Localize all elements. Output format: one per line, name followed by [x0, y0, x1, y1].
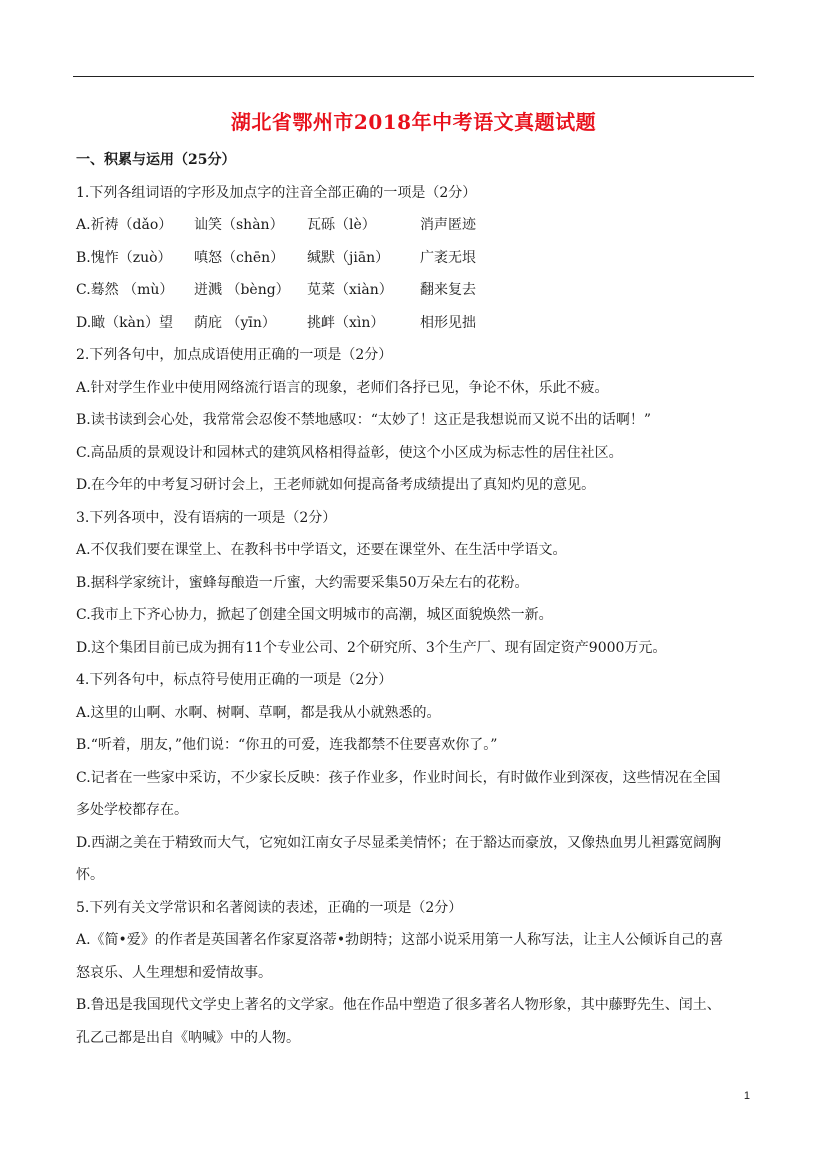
question-5-stem: 5.下列有关文学常识和名著阅读的表述，正确的一项是（2分）	[76, 899, 463, 916]
option-cell: 挑衅（xìn）	[307, 314, 385, 331]
question-4-option-a: A.这里的山啊、水啊、树啊、草啊，都是我从小就熟悉的。	[76, 704, 441, 721]
question-1-option-a	[76, 209, 756, 242]
option-cell: C.蓦然 （mù）	[76, 282, 174, 298]
option-cell: B.愧怍（zuò）	[76, 249, 172, 266]
section-heading: 一、积累与运用（25分）	[76, 152, 236, 168]
question-3-option-b: B.据科学家统计，蜜蜂每酿造一斤蜜，大约需要采集50万朵左右的花粉。	[76, 574, 529, 591]
question-4-option-c-line2: 多处学校都存在。	[76, 802, 188, 818]
question-1-option-b	[76, 242, 756, 275]
option-cell: D.瞰（kàn）望	[76, 314, 174, 331]
question-2-option-b: B.读书读到会心处，我常常会忍俊不禁地感叹：“太妙了！这正是我想说而又说不出的话啊！”	[76, 412, 652, 428]
option-cell: 相形见拙	[420, 314, 476, 331]
option-cell: 荫庇 （yīn）	[194, 314, 276, 331]
question-2-option-d: D.在今年的中考复习研讨会上，王老师就如何提高备考成绩提出了真知灼见的意见。	[76, 477, 596, 493]
option-cell: 翻来复去	[420, 282, 476, 298]
question-3-option-c: C.我市上下齐心协力，掀起了创建全国文明城市的高潮，城区面貌焕然一新。	[76, 607, 553, 623]
option-cell: 缄默（jiān）	[307, 249, 390, 266]
option-cell: 嗔怒（chēn）	[194, 249, 285, 266]
question-3-option-d: D.这个集团目前已成为拥有11个专业公司、2个研究所、3个生产厂、现有固定资产9000万元。	[76, 639, 667, 656]
question-1-option-c	[76, 274, 756, 307]
option-cell: 广袤无垠	[420, 249, 476, 266]
document-title: 湖北省鄂州市2018年中考语文真题试题	[230, 110, 597, 134]
question-2-option-a: A.针对学生作业中使用网络流行语言的现象，老师们各抒已见，争论不休，乐此不疲。	[76, 379, 609, 396]
option-cell: 讪笑（shàn）	[194, 217, 284, 233]
header-rule	[73, 76, 754, 77]
question-3-option-a: A.不仅我们要在课堂上、在教科书中学语文，还要在课堂外、在生活中学语文。	[76, 542, 567, 558]
question-2-stem: 2.下列各句中，加点成语使用正确的一项是（2分）	[76, 347, 393, 363]
document-body	[76, 144, 756, 1054]
question-3-stem: 3.下列各项中，没有语病的一项是（2分）	[76, 509, 337, 526]
question-5-option-b-line2: 孔乙己都是出自《呐喊》中的人物。	[76, 1029, 300, 1046]
option-cell: 苋菜（xiàn）	[307, 282, 393, 298]
question-1-option-d	[76, 307, 756, 340]
question-5-option-a-line2: 怒哀乐、人生理想和爱情故事。	[76, 964, 272, 981]
question-1-stem: 1.下列各组词语的字形及加点字的注音全部正确的一项是（2分）	[76, 184, 477, 201]
question-4-option-d-line2: 怀。	[76, 867, 104, 883]
question-4-option-c-line1: C.记者在一些家中采访，不少家长反映：孩子作业多，作业时间长，有时做作业到深夜，这些情况在全国	[76, 769, 721, 786]
question-4-option-b: B.“听着，朋友，”他们说：“你丑的可爱，连我都禁不住要喜欢你了。”	[76, 737, 498, 753]
question-2-option-c: C.高品质的景观设计和园林式的建筑风格相得益彰，使这个小区成为标志性的居住社区。	[76, 444, 623, 461]
question-5-option-a-line1: A.《简•爱》的作者是英国著名作家夏洛蒂•勃朗特；这部小说采用第一人称写法，让主人公倾诉自己的喜	[76, 932, 724, 948]
option-cell: 迸溅 （bèng）	[194, 282, 290, 298]
option-cell: 消声匿迹	[420, 217, 476, 233]
question-5-option-b-line1: B.鲁迅是我国现代文学史上著名的文学家。他在作品中塑造了很多著名人物形象，其中藤野先生、闰土、	[76, 997, 721, 1013]
option-cell: A.祈祷（dǎo）	[76, 217, 173, 233]
question-4-stem: 4.下列各句中，标点符号使用正确的一项是（2分）	[76, 672, 393, 688]
page-number: 1	[743, 1090, 750, 1102]
option-cell: 瓦砾（lè）	[307, 217, 376, 233]
question-4-option-d-line1: D.西湖之美在于精致而大气，它宛如江南女子尽显柔美情怀；在于豁达而豪放，又像热血男儿袒露宽阔胸	[76, 834, 722, 851]
